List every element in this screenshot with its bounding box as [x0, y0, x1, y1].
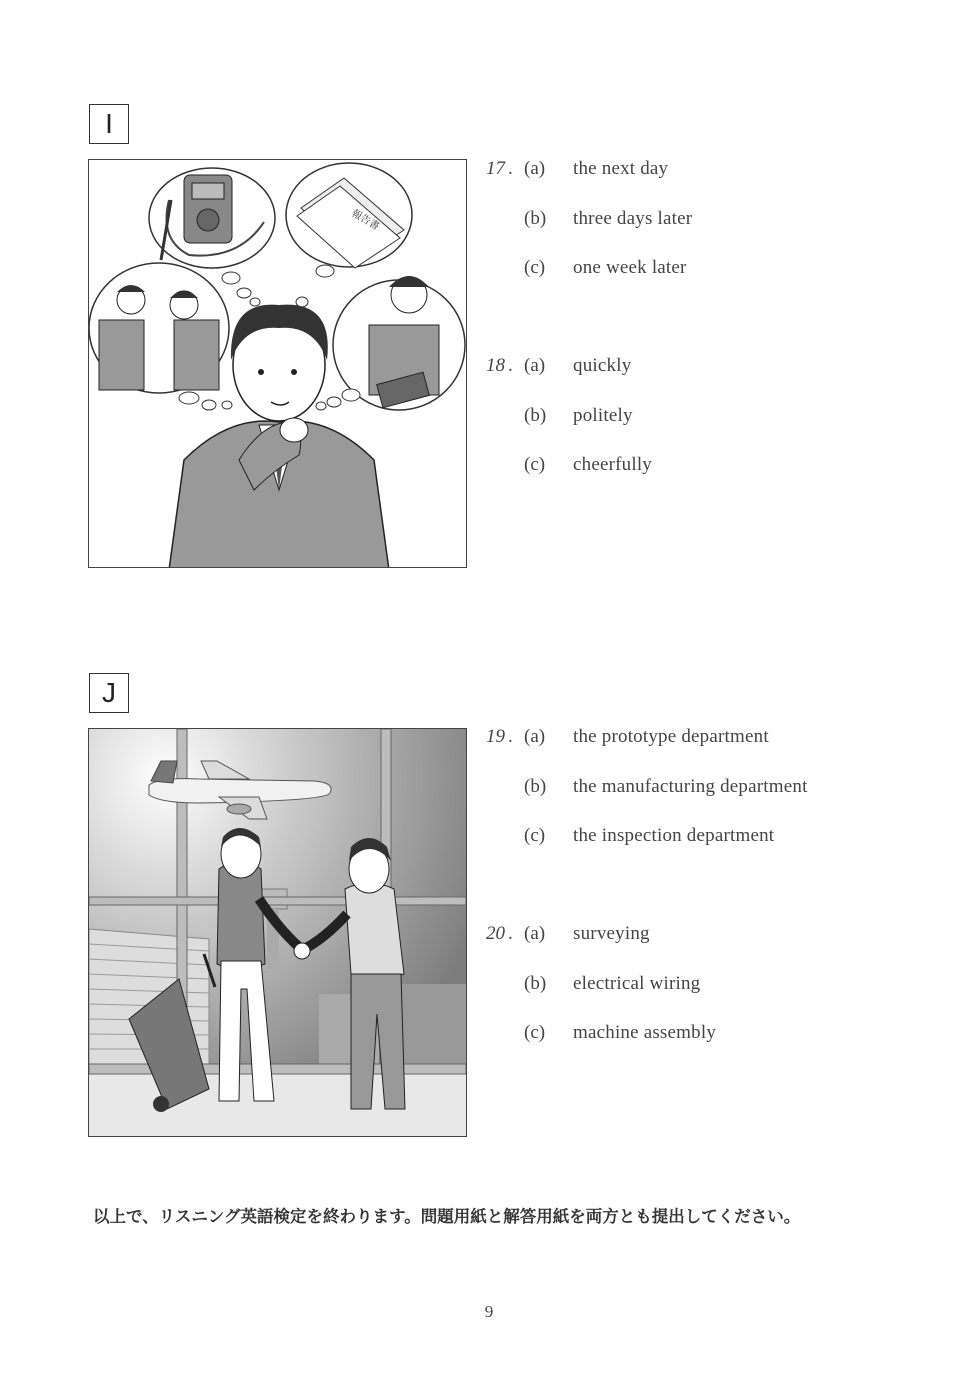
option-letter: (b) — [524, 207, 547, 229]
option-text: cheerfully — [573, 454, 653, 475]
page-number: 9 — [484, 1302, 494, 1321]
option-letter: (c) — [524, 825, 546, 846]
section-label-text: J — [102, 677, 116, 708]
section-label-j — [89, 673, 129, 713]
closing-instruction: 以上で、リスニング英語検定を終わります。問題用紙と解答用紙を両方とも提出してください。 — [93, 1207, 801, 1226]
option-letter: (b) — [524, 404, 547, 426]
option-letter: (a) — [524, 158, 546, 179]
option-letter: (a) — [524, 923, 546, 944]
option-text: the manufacturing department — [573, 775, 808, 797]
option-text: the next day — [573, 158, 669, 179]
option-letter: (c) — [524, 257, 546, 278]
option-letter: (a) — [524, 726, 546, 747]
option-letter: (c) — [524, 1022, 546, 1043]
option-text: quickly — [573, 355, 632, 376]
option-text: one week later — [573, 257, 687, 278]
illustration-airport-handshake — [88, 728, 467, 1137]
option-letter: (a) — [524, 355, 546, 376]
option-text: the inspection department — [573, 825, 775, 846]
section-label-i — [89, 104, 129, 144]
option-text: electrical wiring — [573, 972, 701, 994]
illustration-thinking-man — [88, 159, 467, 568]
option-letter: (b) — [524, 775, 547, 797]
question-number: 19 — [486, 726, 505, 747]
option-text: politely — [573, 404, 633, 426]
section-label-text: I — [105, 108, 113, 139]
option-letter: (b) — [524, 972, 547, 994]
option-letter: (c) — [524, 454, 546, 475]
option-text: three days later — [573, 207, 693, 229]
option-text: surveying — [573, 923, 650, 944]
question-number: 20 — [486, 923, 505, 944]
report-title-text: 報告書 — [349, 208, 381, 233]
option-text: the prototype department — [573, 726, 769, 747]
option-text: machine assembly — [573, 1022, 717, 1043]
question-number: 18 — [486, 355, 505, 376]
question-number: 17 — [486, 158, 505, 179]
